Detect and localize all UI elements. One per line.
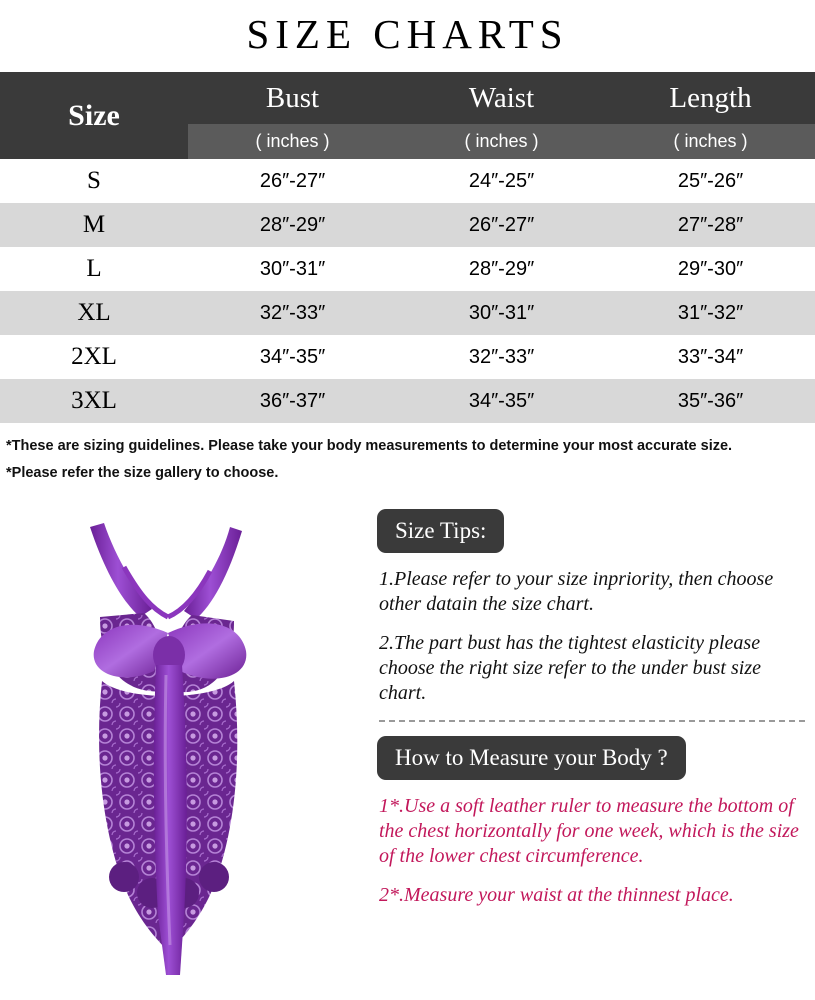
cell-length: 33″-34″ [606,335,815,379]
table-subheader-bust: ( inches ) [188,124,397,159]
how-to-measure-item: 2*.Measure your waist at the thinnest place. [379,883,734,906]
cell-bust: 32″-33″ [188,291,397,335]
lower-section [0,491,815,971]
table-row [0,379,815,423]
cell-bust: 26″-27″ [188,159,397,203]
table-header-length: Length [606,72,815,124]
size-tips-heading: Size Tips: [377,509,504,553]
note-line: *These are sizing guidelines. Please take your body measurements to determine your most accurate size. [6,438,733,454]
note-line: *Please refer the size gallery to choose. [6,464,279,481]
cell-waist: 34″-35″ [397,379,606,423]
size-tip-item: 2.The part bust has the tightest elasticity please choose the right size refer to the under bust size chart. [379,631,761,704]
cell-length: 31″-32″ [606,291,815,335]
cell-length: 35″-36″ [606,379,815,423]
product-illustration [28,505,358,975]
table-subheader-length: ( inches ) [606,124,815,159]
table-subheader-waist: ( inches ) [397,124,606,159]
cell-waist: 32″-33″ [397,335,606,379]
cell-bust: 34″-35″ [188,335,397,379]
table-header-bust: Bust [188,72,397,124]
cell-size: XL [0,291,188,335]
cell-waist: 30″-31″ [397,291,606,335]
cell-bust: 36″-37″ [188,379,397,423]
table-row [0,159,815,203]
cell-length: 25″-26″ [606,159,815,203]
sizing-notes [0,423,815,491]
cell-waist: 28″-29″ [397,247,606,291]
cell-waist: 26″-27″ [397,203,606,247]
cell-size: L [0,247,188,291]
table-row [0,203,815,247]
cell-size: 3XL [0,379,188,423]
cell-size: 2XL [0,335,188,379]
cell-length: 29″-30″ [606,247,815,291]
cell-bust: 28″-29″ [188,203,397,247]
product-image-column [0,491,375,971]
table-header-waist: Waist [397,72,606,124]
how-to-measure-item: 1*.Use a soft leather ruler to measure the bottom of the chest horizontally for one week, which is the size of the lower chest circumference. [379,794,799,867]
info-column [375,491,815,971]
table-header-size: Size [0,72,188,159]
section-divider [379,720,805,722]
table-header-row [0,72,815,124]
cell-waist: 24″-25″ [397,159,606,203]
size-tip-item: 1.Please refer to your size inpriority, then choose other datain the size chart. [379,567,774,615]
table-row [0,335,815,379]
cell-size: M [0,203,188,247]
how-to-measure-heading: How to Measure your Body ? [377,736,686,780]
table-row [0,247,815,291]
page-title: SIZE CHARTS [246,11,569,57]
cell-size: S [0,159,188,203]
table-row [0,291,815,335]
cell-bust: 30″-31″ [188,247,397,291]
size-chart-table [0,72,815,423]
cell-length: 27″-28″ [606,203,815,247]
